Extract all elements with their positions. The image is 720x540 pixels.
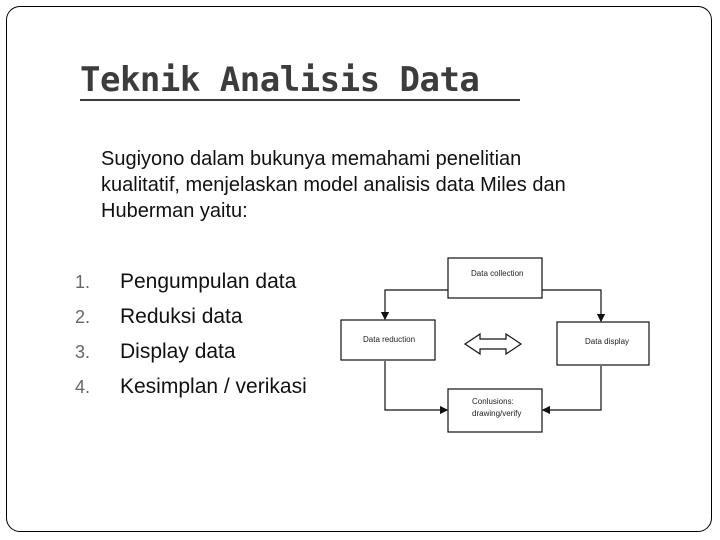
intro-line-3: Huberman yaitu: bbox=[101, 200, 248, 222]
arrow-collection-to-display bbox=[542, 290, 601, 321]
data-display-box bbox=[557, 322, 649, 365]
list-item bbox=[75, 270, 307, 305]
intro-line-1: Sugiyono dalam bukunya memahami penelitian bbox=[101, 148, 522, 170]
data-reduction-box bbox=[341, 320, 435, 360]
miles-huberman-diagram bbox=[338, 250, 658, 440]
steps-list bbox=[75, 270, 307, 410]
data-collection-label: Data collection bbox=[471, 269, 524, 278]
list-item bbox=[75, 340, 307, 375]
conclusions-label-line1: Conlusions: bbox=[472, 397, 514, 406]
data-display-label: Data display bbox=[585, 337, 630, 346]
step-number: 4. bbox=[75, 377, 91, 397]
arrow-reduction-to-conclusions bbox=[385, 361, 447, 410]
conclusions-box bbox=[448, 389, 542, 432]
arrow-display-to-conclusions bbox=[543, 366, 601, 410]
title-underline bbox=[80, 99, 520, 101]
intro-line-2: kualitatif, menjelaskan model analisis data Miles dan bbox=[101, 174, 566, 196]
arrow-collection-to-reduction bbox=[385, 290, 448, 319]
step-number: 1. bbox=[75, 272, 91, 292]
double-arrow-icon bbox=[465, 334, 521, 354]
list-item bbox=[75, 375, 307, 410]
intro-paragraph bbox=[101, 146, 701, 224]
step-number: 2. bbox=[75, 307, 91, 327]
slide-title: Teknik Analisis Data bbox=[80, 60, 480, 100]
data-reduction-label: Data reduction bbox=[363, 335, 416, 344]
conclusions-label-line2: drawing/verify bbox=[472, 409, 522, 418]
list-item bbox=[75, 305, 307, 340]
data-collection-box bbox=[448, 258, 542, 298]
step-label: Display data bbox=[120, 340, 236, 363]
step-number: 3. bbox=[75, 342, 91, 362]
step-label: Pengumpulan data bbox=[120, 270, 297, 293]
step-label: Kesimplan / verikasi bbox=[120, 375, 307, 398]
step-label: Reduksi data bbox=[120, 305, 243, 328]
